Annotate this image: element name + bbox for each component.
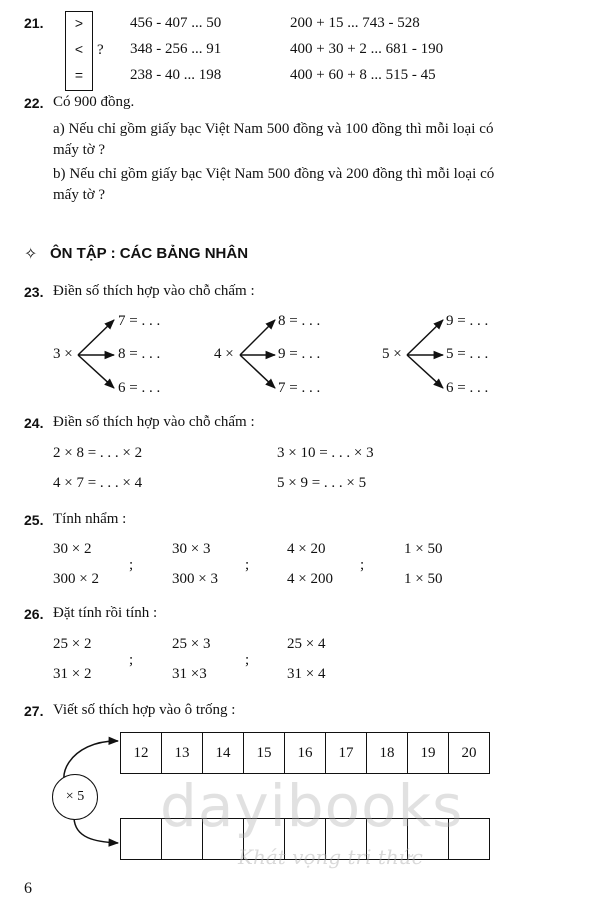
ex26-c2-r1: 25 × 3 bbox=[172, 636, 211, 652]
ex24-item3: 4 × 7 = . . . × 4 bbox=[53, 475, 143, 491]
ex27-number: 27. bbox=[24, 703, 44, 719]
ex27-instruction: Viết số thích hợp vào ô trống : bbox=[53, 702, 236, 718]
ex24-item1: 2 × 8 = . . . × 2 bbox=[53, 445, 143, 461]
ex25-sep3: ; bbox=[360, 557, 365, 573]
ex21-c1-r3: 238 - 40 ... 198 bbox=[130, 67, 222, 83]
arrow-to-bottom-row bbox=[74, 818, 118, 843]
ex26-c1-r1: 25 × 2 bbox=[53, 636, 92, 652]
ex25-c2-r2: 300 × 3 bbox=[172, 571, 218, 587]
ex22-number: 22. bbox=[24, 95, 44, 111]
ex26-c1-r2: 31 × 2 bbox=[53, 666, 92, 682]
top-cell: 12 bbox=[121, 733, 162, 774]
arrow-5-up bbox=[407, 320, 443, 355]
ex23-g1-item1: 7 = . . . bbox=[118, 313, 161, 329]
diamond-icon: ✧ bbox=[24, 246, 38, 263]
ex25-c3-r1: 4 × 20 bbox=[287, 541, 326, 557]
arrow-4-down bbox=[240, 355, 275, 388]
question-mark: ? bbox=[97, 42, 104, 58]
ex25-c3-r2: 4 × 200 bbox=[287, 571, 333, 587]
ex25-c1-r2: 300 × 2 bbox=[53, 571, 99, 587]
ex26-number: 26. bbox=[24, 606, 44, 622]
top-cell: 14 bbox=[203, 733, 244, 774]
top-cell: 13 bbox=[162, 733, 203, 774]
ex26-sep2: ; bbox=[245, 652, 250, 668]
arrow-5-down bbox=[407, 355, 443, 388]
ex21-c1-r1: 456 - 407 ... 50 bbox=[130, 15, 222, 31]
ex22-b-line2: mấy tờ ? bbox=[53, 187, 106, 203]
ex23-number: 23. bbox=[24, 284, 44, 300]
ex26-c2-r2: 31 ×3 bbox=[172, 666, 207, 682]
answer-cell[interactable] bbox=[121, 819, 162, 860]
ex22-b-line1: b) Nếu chỉ gồm giấy bạc Việt Nam 500 đồng và 200 đồng thì mỗi loại có bbox=[53, 166, 495, 182]
ex24-instruction: Điền số thích hợp vào chỗ chấm : bbox=[53, 414, 255, 430]
ex25-c2-r1: 30 × 3 bbox=[172, 541, 211, 557]
ex21-c2-r2: 400 + 30 + 2 ... 681 - 190 bbox=[290, 41, 444, 57]
ex23-g2-item1: 8 = . . . bbox=[278, 313, 321, 329]
ex23-g3-item2: 5 = . . . bbox=[446, 346, 489, 362]
ex25-c4-r1: 1 × 50 bbox=[404, 541, 443, 557]
multiply-operator-circle: × 5 bbox=[52, 774, 98, 820]
ex25-c1-r1: 30 × 2 bbox=[53, 541, 92, 557]
ex23-g1-item3: 6 = . . . bbox=[118, 380, 161, 396]
ex23-g2-item3: 7 = . . . bbox=[278, 380, 321, 396]
ex23-g3-item3: 6 = . . . bbox=[446, 380, 489, 396]
ex23-g3-left: 5 × bbox=[382, 346, 402, 362]
arrow-4-up bbox=[240, 320, 275, 355]
symbol-equal: = bbox=[74, 67, 84, 83]
top-cell: 15 bbox=[244, 733, 285, 774]
ex23-g3-item1: 9 = . . . bbox=[446, 313, 489, 329]
ex23-instruction: Điền số thích hợp vào chỗ chấm : bbox=[53, 283, 255, 299]
top-cell: 18 bbox=[367, 733, 408, 774]
ex23-g2-left: 4 × bbox=[214, 346, 234, 362]
ex23-g1-item2: 8 = . . . bbox=[118, 346, 161, 362]
top-cell: 20 bbox=[449, 733, 490, 774]
ex21-c2-r3: 400 + 60 + 8 ... 515 - 45 bbox=[290, 67, 436, 83]
ex24-number: 24. bbox=[24, 415, 44, 431]
ex26-instruction: Đặt tính rồi tính : bbox=[53, 605, 158, 621]
ex26-c3-r1: 25 × 4 bbox=[287, 636, 326, 652]
ex21-number: 21. bbox=[24, 15, 44, 31]
ex25-number: 25. bbox=[24, 512, 44, 528]
ex22-intro: Có 900 đồng. bbox=[53, 94, 135, 110]
ex23-g1-left: 3 × bbox=[53, 346, 73, 362]
ex21-c1-r2: 348 - 256 ... 91 bbox=[130, 41, 222, 57]
ex23-g2-item2: 9 = . . . bbox=[278, 346, 321, 362]
ex24-item2: 3 × 10 = . . . × 3 bbox=[277, 445, 374, 461]
ex21-c2-r1: 200 + 15 ... 743 - 528 bbox=[290, 15, 420, 31]
section-title: ÔN TẬP : CÁC BẢNG NHÂN bbox=[50, 245, 249, 262]
top-number-row bbox=[120, 732, 490, 774]
ex25-sep1: ; bbox=[129, 557, 134, 573]
watermark-slogan: Khát vọng tri thức bbox=[238, 845, 423, 869]
ex25-sep2: ; bbox=[245, 557, 250, 573]
symbol-greater: > bbox=[74, 15, 84, 31]
ex25-c4-r2: 1 × 50 bbox=[404, 571, 443, 587]
top-cell: 19 bbox=[408, 733, 449, 774]
top-cell: 17 bbox=[326, 733, 367, 774]
arrow-3-up bbox=[78, 320, 114, 355]
top-cell: 16 bbox=[285, 733, 326, 774]
ex24-item4: 5 × 9 = . . . × 5 bbox=[277, 475, 367, 491]
ex26-c3-r2: 31 × 4 bbox=[287, 666, 326, 682]
page-number: 6 bbox=[24, 880, 32, 897]
ex26-sep1: ; bbox=[129, 652, 134, 668]
watermark-brand: dayibooks bbox=[160, 772, 464, 840]
arrow-3-down bbox=[78, 355, 114, 388]
ex25-instruction: Tính nhẩm : bbox=[53, 511, 127, 527]
ex22-a-line1: a) Nếu chỉ gồm giấy bạc Việt Nam 500 đồng và 100 đồng thì mỗi loại có bbox=[53, 121, 494, 137]
symbol-less: < bbox=[74, 41, 84, 57]
ex22-a-line2: mấy tờ ? bbox=[53, 142, 106, 158]
